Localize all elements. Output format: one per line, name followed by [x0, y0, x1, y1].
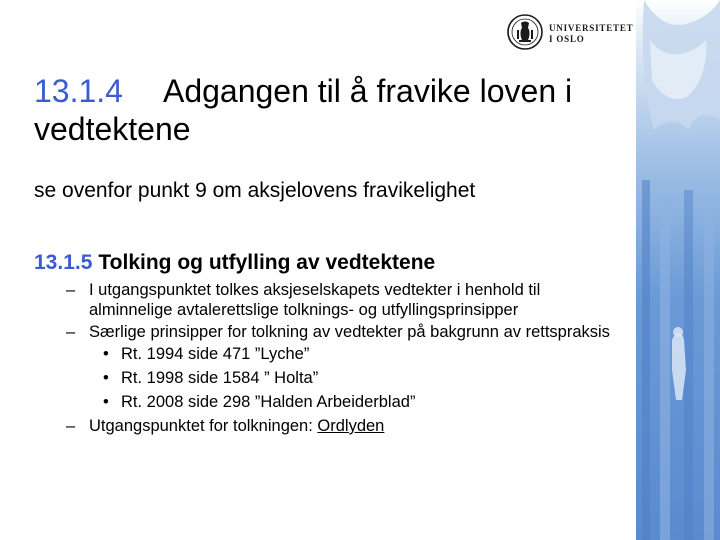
- intro-text: se ovenfor punkt 9 om aksjelovens fravikelighet: [34, 179, 476, 202]
- list-item: [34, 322, 624, 412]
- list-item-text: Utgangspunktet for tolkningen:: [89, 417, 318, 435]
- title-text: Adgangen til å fravike loven i vedtektene: [34, 73, 573, 147]
- list-item-text: Særlige prinsipper for tolkning av vedtekter på bakgrunn av rettspraksis: [89, 323, 610, 341]
- dash-marker: –: [66, 417, 76, 435]
- section-heading: [34, 250, 435, 276]
- sub-list-item-text: Rt. 1998 side 1584 ” Holta”: [121, 369, 319, 387]
- bullet-marker: •: [103, 345, 109, 363]
- ordlyden-link[interactable]: Ordlyden: [317, 417, 385, 435]
- section-heading-text: Tolking og utfylling av vedtektene: [98, 251, 436, 274]
- sub-list-item-text: Rt. 1994 side 471 ”Lyche”: [121, 345, 310, 363]
- decorative-statue-panel: [636, 0, 720, 540]
- list-item: [34, 416, 624, 436]
- sub-list-item: [89, 392, 624, 412]
- bullet-marker: •: [103, 393, 109, 411]
- list-item: [34, 280, 624, 320]
- sub-list-item: [89, 368, 624, 388]
- logo-wordmark: [549, 23, 633, 45]
- sub-bullet-list: [89, 344, 624, 412]
- title-number: 13.1.4: [34, 73, 123, 109]
- sub-list-item-text: Rt. 2008 side 298 ”Halden Arbeiderblad”: [121, 393, 416, 411]
- statue-image: [636, 0, 720, 540]
- dash-marker: –: [66, 323, 76, 341]
- list-item-text: I utgangspunktet tolkes aksjeselskapets vedtekter i henhold til alminnelige avtalerettslige tolknings- og utfyllingsprinsipper: [89, 281, 541, 319]
- slide-title: [34, 72, 624, 148]
- section-number: 13.1.5: [34, 251, 93, 274]
- university-logo: [506, 12, 636, 54]
- sub-list-item: [89, 344, 624, 364]
- logo-line-1: UNIVERSITETET: [549, 23, 634, 33]
- university-seal-icon: [506, 12, 544, 52]
- bullet-marker: •: [103, 369, 109, 387]
- logo-line-2: I OSLO: [549, 34, 585, 44]
- bullet-list: [34, 280, 624, 438]
- dash-marker: –: [66, 281, 76, 299]
